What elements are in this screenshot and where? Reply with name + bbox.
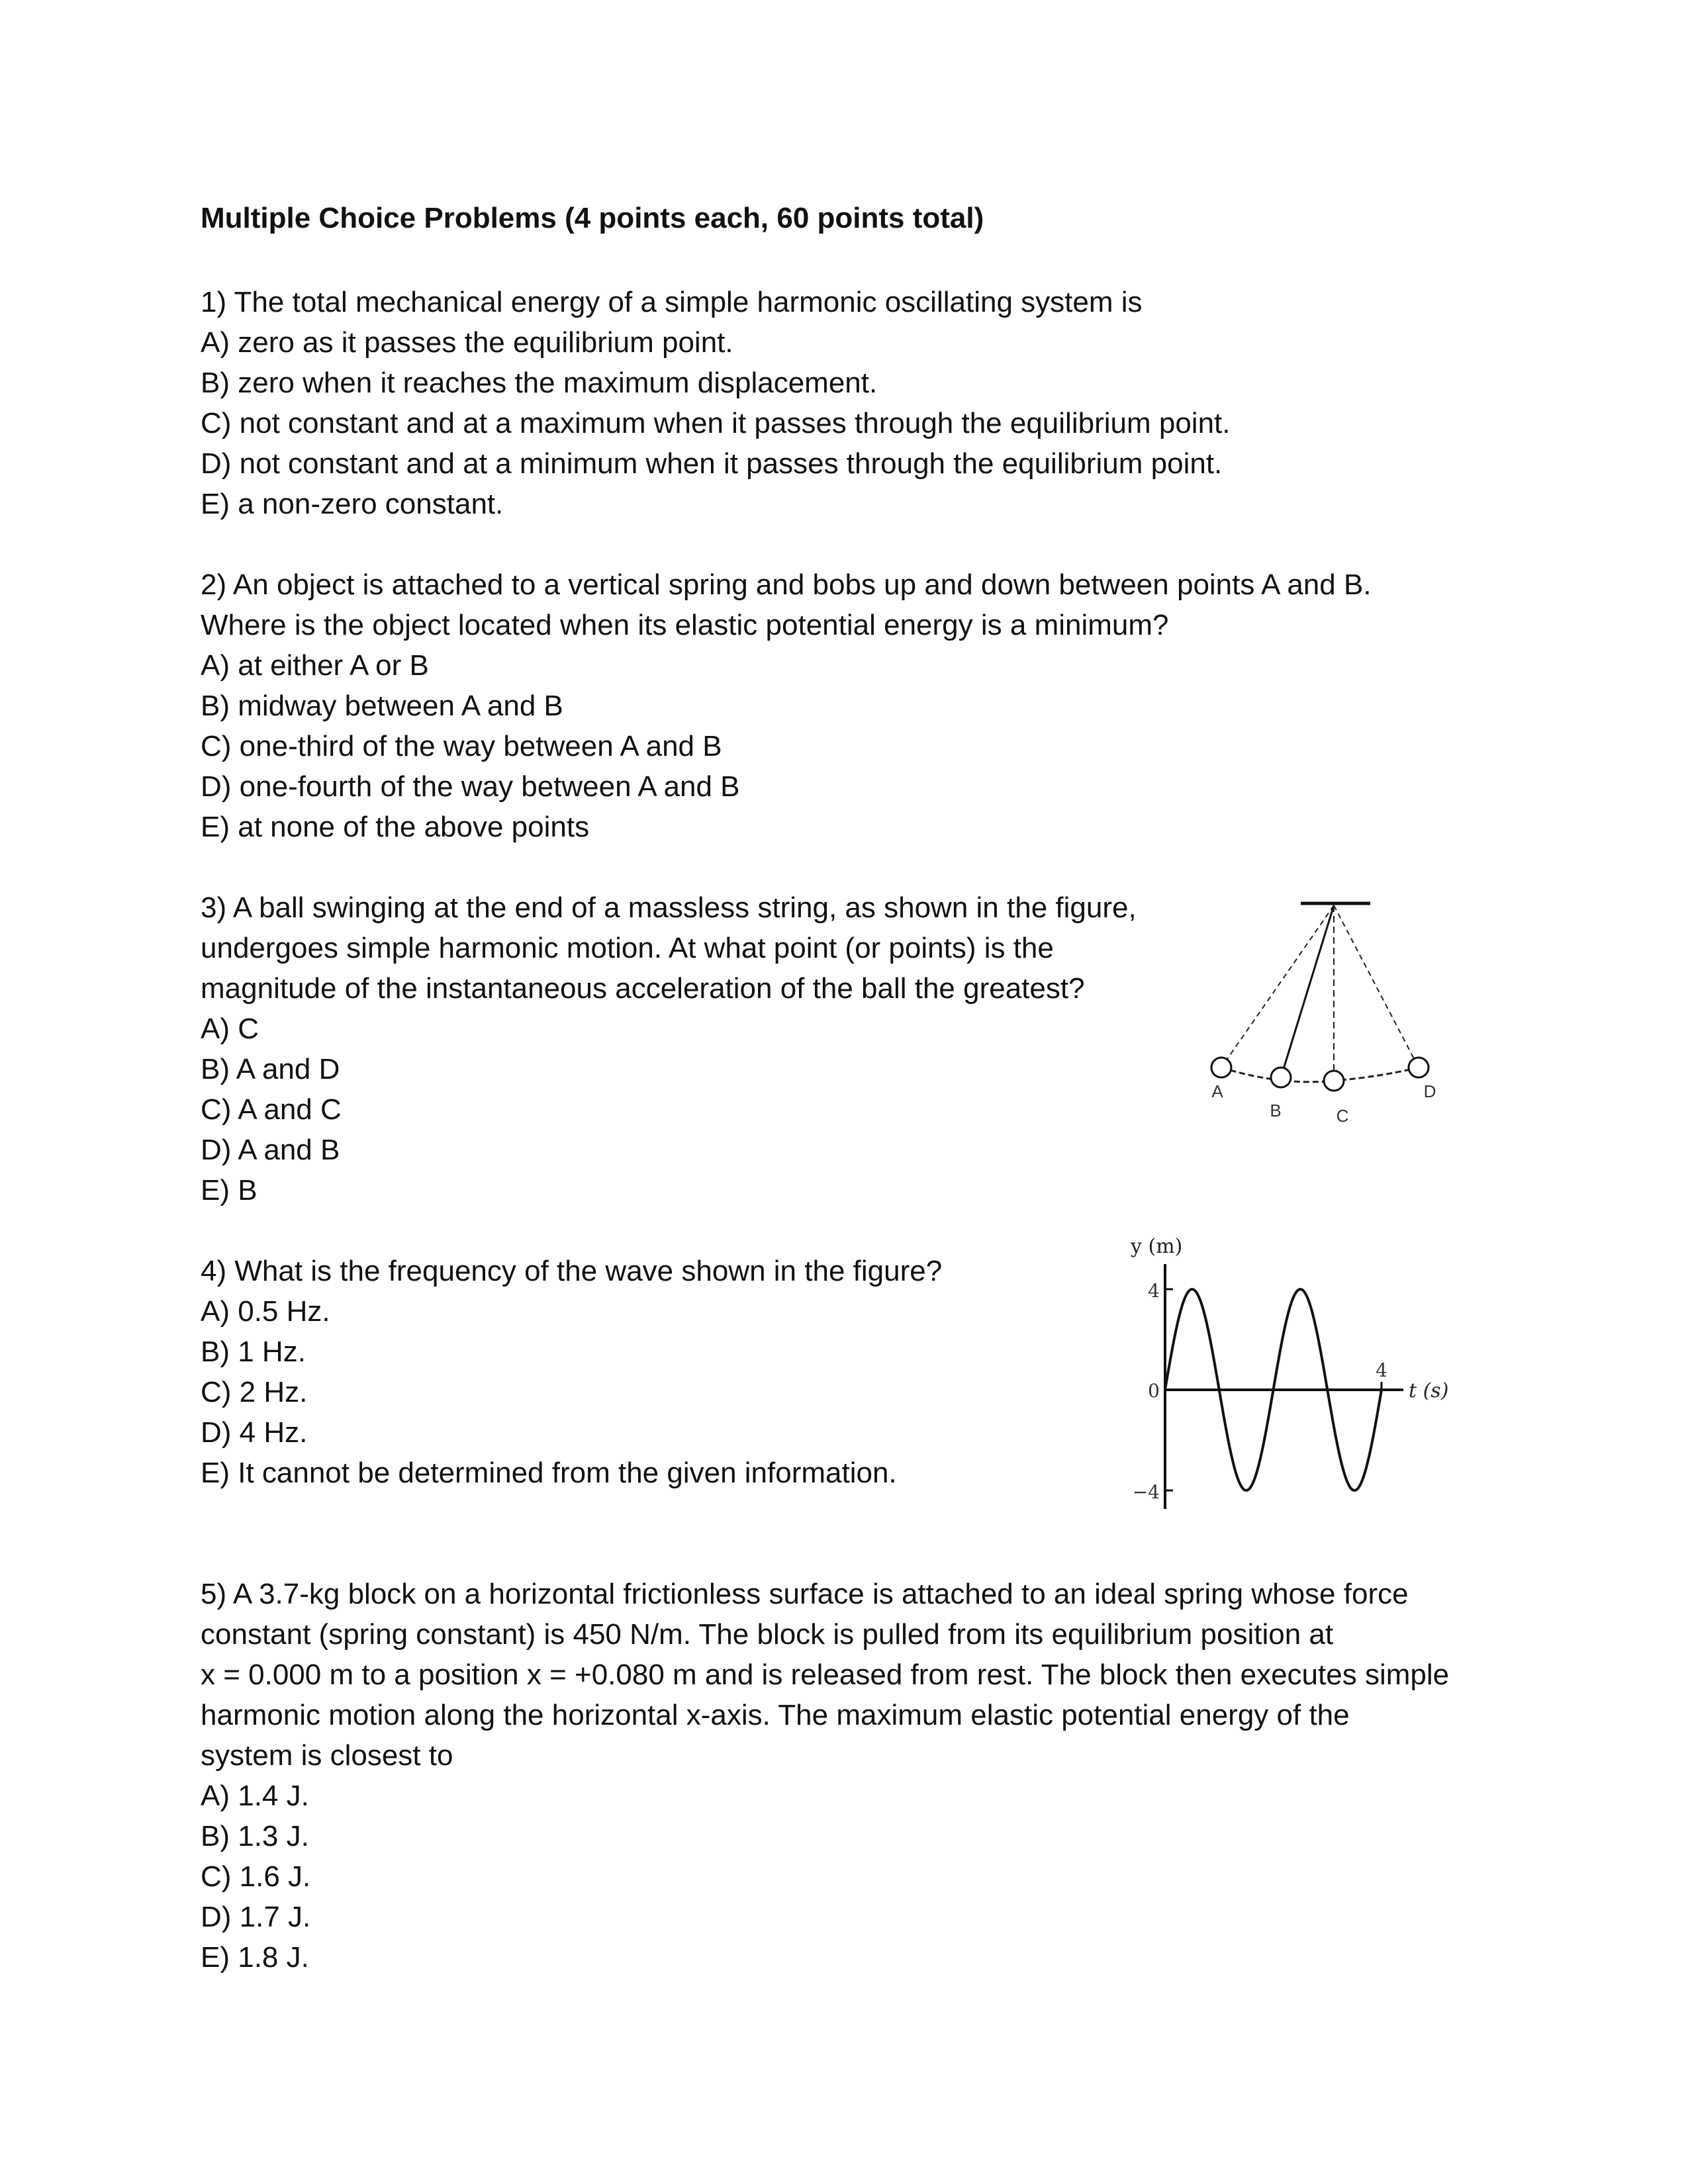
answer-option: B) midway between A and B [201,690,563,722]
answer-option: A) C [201,1013,259,1045]
x-axis-label: t (s) [1409,1379,1449,1402]
answer-option: C) 2 Hz. [201,1376,308,1408]
answer-option: C) 1.6 J. [201,1860,311,1893]
x-tick-label: 4 [1376,1359,1387,1381]
question-2 [201,565,1372,847]
answer-option: B) zero when it reaches the maximum displacement. [201,367,878,399]
question-stem: constant (spring constant) is 450 N/m. The block is pulled from its equilibrium position at [201,1618,1334,1651]
string-to-a [1221,905,1334,1068]
wave-figure [1112,1231,1470,1516]
question-stem: undergoes simple harmonic motion. At what point (or points) is the [201,932,1054,964]
question-stem: harmonic motion along the horizontal x-axis. The maximum elastic potential energy of the [201,1699,1350,1731]
label-b: B [1270,1101,1282,1120]
label-c: C [1336,1106,1349,1126]
answer-option: E) at none of the above points [201,811,590,843]
ball-d [1409,1058,1429,1077]
question-stem: 4) What is the frequency of the wave shown in the figure? [201,1255,943,1287]
answer-option: A) zero as it passes the equilibrium point. [201,326,733,359]
answer-option: B) 1 Hz. [201,1336,306,1368]
y-tick-bottom-label: −4 [1132,1481,1160,1503]
answer-option: E) B [201,1174,258,1206]
answer-option: B) A and D [201,1053,340,1085]
question-stem: system is closest to [201,1739,453,1772]
question-4 [201,1251,942,1493]
answer-option: E) a non-zero constant. [201,488,504,520]
answer-option: A) 1.4 J. [201,1780,309,1812]
answer-option: B) 1.3 J. [201,1820,309,1852]
answer-option: C) one-third of the way between A and B [201,730,722,762]
answer-option: C) not constant and at a maximum when it passes through the equilibrium point. [201,407,1231,439]
ball-b [1271,1068,1291,1087]
answer-option: D) one-fourth of the way between A and B [201,770,740,803]
question-stem: 5) A 3.7-kg block on a horizontal frictionless surface is attached to an ideal spring whose force [201,1578,1409,1610]
string-to-b [1281,905,1334,1077]
question-stem: magnitude of the instantaneous acceleration of the ball the greatest? [201,972,1085,1005]
question-stem: 2) An object is attached to a vertical spring and bobs up and down between points A and B. [201,569,1372,601]
pendulum-figure [1201,890,1479,1142]
label-d: D [1423,1081,1436,1101]
answer-option: A) 0.5 Hz. [201,1295,330,1328]
section-heading: Multiple Choice Problems (4 points each, 60 points total) [201,202,984,234]
question-5 [201,1574,1449,1978]
answer-option: E) It cannot be determined from the given information. [201,1457,897,1489]
answer-option: E) 1.8 J. [201,1941,309,1974]
answer-option: D) 1.7 J. [201,1901,311,1933]
answer-option: D) not constant and at a minimum when it passes through the equilibrium point. [201,447,1223,480]
question-stem: 1) The total mechanical energy of a simple harmonic oscillating system is [201,286,1143,318]
question-stem: x = 0.000 m to a position x = +0.080 m and is released from rest. The block then executes simple [201,1659,1450,1691]
string-to-d [1334,905,1419,1068]
question-3 [201,887,1137,1210]
y-axis-label: y (m) [1131,1235,1183,1258]
swing-arc [1221,1068,1419,1082]
answer-option: D) 4 Hz. [201,1416,308,1449]
y-tick-top-label: 4 [1148,1280,1160,1302]
y-tick-zero-label: 0 [1148,1380,1160,1402]
question-1 [201,282,1231,524]
question-stem: Where is the object located when its elastic potential energy is a minimum? [201,609,1169,641]
ball-c [1324,1071,1344,1091]
answer-option: C) A and C [201,1093,342,1126]
answer-option: A) at either A or B [201,649,429,682]
label-a: A [1211,1081,1223,1101]
ball-a [1211,1058,1231,1077]
answer-option: D) A and B [201,1134,340,1166]
question-stem: 3) A ball swinging at the end of a massless string, as shown in the figure, [201,891,1137,924]
